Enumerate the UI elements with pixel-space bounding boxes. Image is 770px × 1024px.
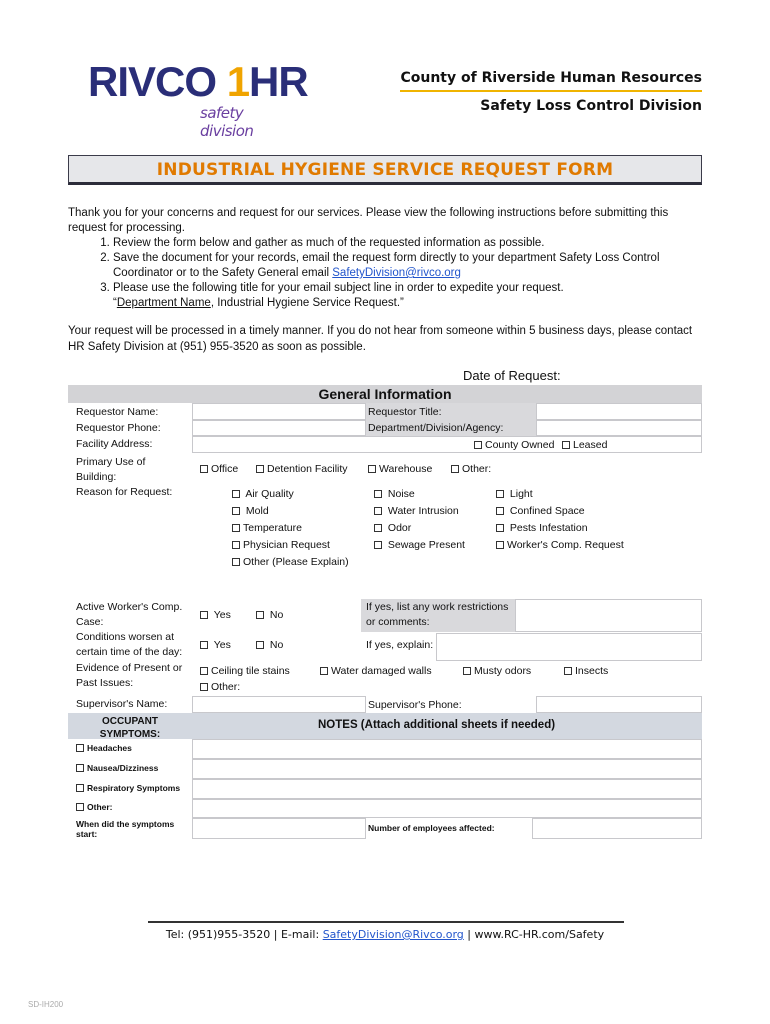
explain-label: If yes, explain: xyxy=(366,639,434,651)
org-header xyxy=(400,70,702,114)
evidence-other-label: Other: xyxy=(211,681,241,693)
restrictions-label-2: or comments: xyxy=(366,616,430,628)
ceiling-label: Ceiling tile stains xyxy=(211,665,290,677)
occupant-symptoms-heading: OCCUPANT SYMPTOMS: xyxy=(99,716,161,740)
reason-confined-space[interactable] xyxy=(496,505,585,517)
active-comp-no[interactable] xyxy=(256,609,283,621)
instruction-list xyxy=(68,236,708,311)
reason-other[interactable] xyxy=(232,556,349,568)
primary-use-label-2: Building: xyxy=(76,471,117,483)
respiratory-checkbox[interactable] xyxy=(76,784,84,792)
logo-hr: HR xyxy=(249,58,308,105)
primary-use-label-1: Primary Use of xyxy=(76,456,146,468)
temperature-checkbox[interactable] xyxy=(232,524,240,532)
symptom-respiratory[interactable] xyxy=(76,783,180,793)
noise-label: Noise xyxy=(387,488,415,500)
use-detention-option[interactable] xyxy=(256,463,348,475)
warehouse-checkbox[interactable] xyxy=(368,465,376,473)
step-3-quote: “ xyxy=(113,297,117,309)
reason-physician[interactable] xyxy=(232,539,330,551)
reason-other-label: Other (Please Explain) xyxy=(243,556,349,568)
office-label: Office xyxy=(211,463,239,475)
air-quality-checkbox[interactable] xyxy=(232,490,240,498)
footer-website[interactable]: www.RC-HR.com/Safety xyxy=(474,928,605,941)
general-information-form xyxy=(68,385,702,840)
musty-checkbox[interactable] xyxy=(463,667,471,675)
supervisor-phone-label: Supervisor's Phone: xyxy=(368,699,462,711)
department-name-placeholder: Department Name xyxy=(116,297,211,309)
county-owned-checkbox[interactable] xyxy=(474,441,482,449)
reason-light[interactable] xyxy=(496,488,533,500)
reason-other-checkbox[interactable] xyxy=(232,558,240,566)
logo-rivco: RIVCO xyxy=(88,58,217,105)
symptoms-start-label: When did the symptoms start: xyxy=(76,819,175,839)
department-label: Department/Division/Agency: xyxy=(368,422,504,434)
instructions xyxy=(68,206,708,311)
instruction-step-3 xyxy=(113,281,708,311)
instruction-step-2 xyxy=(113,251,708,281)
intro-lead: Thank you for your concerns and request for our services. Please view the following instructions before submitting this request for processing. xyxy=(68,207,669,234)
form-title: INDUSTRIAL HYGIENE SERVICE REQUEST FORM xyxy=(156,160,614,180)
worsen-yes-checkbox[interactable] xyxy=(200,641,208,649)
worsen-yes[interactable] xyxy=(200,639,231,651)
evidence-label-2: Past Issues: xyxy=(76,677,134,689)
footer-divider xyxy=(148,921,624,923)
water-intrusion-label: Water Intrusion xyxy=(387,505,459,517)
notes-row-1[interactable] xyxy=(192,739,702,759)
active-comp-yes-checkbox[interactable] xyxy=(200,611,208,619)
insects-label: Insects xyxy=(575,665,609,677)
date-of-request-label: Date of Request: xyxy=(463,368,561,383)
county-owned-option[interactable] xyxy=(474,439,554,451)
active-comp-no-checkbox[interactable] xyxy=(256,611,264,619)
org-line-1: County of Riverside Human Resources xyxy=(400,70,702,92)
reason-air-quality[interactable] xyxy=(232,488,294,500)
leased-option[interactable] xyxy=(562,439,607,451)
physician-label: Physician Request xyxy=(243,539,330,551)
supervisor-name-field[interactable] xyxy=(192,696,366,713)
facility-address-field[interactable] xyxy=(192,436,702,453)
requestor-name-field[interactable] xyxy=(192,403,366,420)
instruction-step-1: 1. Review the form below and gather as much of the requested information as possible. xyxy=(113,236,708,251)
insects-checkbox[interactable] xyxy=(564,667,572,675)
nausea-label: Nausea/Dizziness xyxy=(87,763,159,773)
processing-note: Your request will be processed in a timely manner. If you do not hear from someone within 5 business days, please contact HR Safety Division at (951) 955-3520 as soon as possible. xyxy=(68,325,693,353)
workers-comp-request-label: Worker's Comp. Request xyxy=(507,539,624,551)
reason-workers-comp[interactable] xyxy=(496,539,624,551)
temperature-label: Temperature xyxy=(243,522,302,534)
worsen-label-1: Conditions worsen at xyxy=(76,631,175,643)
confined-space-label: Confined Space xyxy=(509,505,585,517)
odor-label: Odor xyxy=(387,522,412,534)
reason-label: Reason for Request: xyxy=(76,486,173,498)
document-code: SD-IH200 xyxy=(28,1000,64,1009)
evidence-water-walls[interactable] xyxy=(320,665,432,677)
facility-address-label: Facility Address: xyxy=(76,438,153,450)
notes-heading: NOTES (Attach additional sheets if needed) xyxy=(318,719,556,731)
employees-affected-field[interactable] xyxy=(532,818,702,839)
reason-pests[interactable] xyxy=(496,522,588,534)
evidence-musty[interactable] xyxy=(463,665,531,677)
requestor-title-label: Requestor Title: xyxy=(368,406,442,418)
step-3-text: Please use the following title for your email subject line in order to expedite your request. xyxy=(113,282,564,294)
detention-checkbox[interactable] xyxy=(256,465,264,473)
footer-separator-2: | xyxy=(467,928,472,941)
office-checkbox[interactable] xyxy=(200,465,208,473)
use-other-checkbox[interactable] xyxy=(451,465,459,473)
notes-row-4[interactable] xyxy=(192,799,702,818)
department-field[interactable] xyxy=(536,420,702,436)
section-heading: General Information xyxy=(68,385,702,403)
active-comp-yes-label: Yes xyxy=(213,609,231,621)
supervisor-name-label: Supervisor's Name: xyxy=(76,698,168,710)
mold-checkbox[interactable] xyxy=(232,507,240,515)
employees-affected-label: Number of employees affected: xyxy=(368,823,495,833)
footer-separator-1: | xyxy=(273,928,278,941)
reason-mold[interactable] xyxy=(232,505,269,517)
light-checkbox[interactable] xyxy=(496,490,504,498)
active-comp-label-1: Active Worker's Comp. xyxy=(76,601,183,613)
headaches-checkbox[interactable] xyxy=(76,744,84,752)
noise-checkbox[interactable] xyxy=(374,490,382,498)
sewage-checkbox[interactable] xyxy=(374,541,382,549)
evidence-insects[interactable] xyxy=(564,665,608,677)
detention-label: Detention Facility xyxy=(267,463,348,475)
air-quality-label: Air Quality xyxy=(245,488,294,500)
reason-temperature[interactable] xyxy=(232,522,302,534)
county-owned-label: County Owned xyxy=(485,439,555,451)
pests-checkbox[interactable] xyxy=(496,524,504,532)
footer-email-label: E-mail: xyxy=(280,928,323,941)
water-walls-label: Water damaged walls xyxy=(331,665,432,677)
confined-space-checkbox[interactable] xyxy=(496,507,504,515)
evidence-ceiling[interactable] xyxy=(200,665,290,677)
symptom-other-checkbox[interactable] xyxy=(76,803,84,811)
use-other-label: Other: xyxy=(462,463,492,475)
warehouse-label: Warehouse xyxy=(379,463,433,475)
step-3-subject-rest: , Industrial Hygiene Service Request.” xyxy=(210,297,404,309)
evidence-other[interactable] xyxy=(200,681,240,693)
requestor-phone-field[interactable] xyxy=(192,420,366,436)
logo-wordmark xyxy=(88,60,308,104)
mold-label: Mold xyxy=(245,505,269,517)
requestor-title-field[interactable] xyxy=(536,403,702,420)
active-comp-label-2: Case: xyxy=(76,616,104,628)
use-warehouse-option[interactable] xyxy=(368,463,432,475)
reason-water-intrusion[interactable] xyxy=(374,505,459,517)
worsen-label-2: certain time of the day: xyxy=(76,646,183,658)
restrictions-label-1: If yes, list any work restrictions xyxy=(366,601,509,613)
logo-one: 1 xyxy=(226,58,250,105)
logo-subtitle: safety division xyxy=(200,104,254,140)
sewage-label: Sewage Present xyxy=(387,539,465,551)
light-label: Light xyxy=(509,488,533,500)
symptom-nausea[interactable] xyxy=(76,763,158,773)
nausea-checkbox[interactable] xyxy=(76,764,84,772)
footer-contact xyxy=(0,928,770,941)
reason-noise[interactable] xyxy=(374,488,415,500)
use-office-option[interactable] xyxy=(200,463,238,475)
worsen-yes-label: Yes xyxy=(213,639,231,651)
worsen-no[interactable] xyxy=(256,639,283,651)
pests-label: Pests Infestation xyxy=(509,522,588,534)
symptom-other-label: Other: xyxy=(87,802,113,812)
explain-field[interactable] xyxy=(436,633,702,661)
notes-row-2[interactable] xyxy=(192,759,702,779)
physician-checkbox[interactable] xyxy=(232,541,240,549)
use-other-option[interactable] xyxy=(451,463,491,475)
worsen-no-label: No xyxy=(269,639,284,651)
notes-row-3[interactable] xyxy=(192,779,702,799)
symptoms-start-field[interactable] xyxy=(192,818,366,839)
reason-sewage[interactable] xyxy=(374,539,465,551)
step-2-text: Save the document for your records, email the request form directly to your department Safety Loss Control Coordinator or to the Safety General email xyxy=(113,252,660,279)
active-comp-no-label: No xyxy=(269,609,284,621)
water-walls-checkbox[interactable] xyxy=(320,667,328,675)
evidence-label-1: Evidence of Present or xyxy=(76,662,183,674)
footer-phone: Tel: (951)955-3520 xyxy=(165,928,271,941)
footer-email-link[interactable]: SafetyDivision@Rivco.org xyxy=(322,928,464,941)
worsen-no-checkbox[interactable] xyxy=(256,641,264,649)
water-intrusion-checkbox[interactable] xyxy=(374,507,382,515)
headaches-label: Headaches xyxy=(87,743,132,753)
musty-label: Musty odors xyxy=(474,665,532,677)
safety-email-link[interactable]: SafetyDivision@rivco.org xyxy=(332,267,461,279)
ceiling-checkbox[interactable] xyxy=(200,667,208,675)
restrictions-field[interactable] xyxy=(515,599,702,632)
reason-odor[interactable] xyxy=(374,522,411,534)
org-line-2: Safety Loss Control Division xyxy=(480,98,702,114)
requestor-phone-label: Requestor Phone: xyxy=(76,422,161,434)
active-comp-yes[interactable] xyxy=(200,609,231,621)
leased-label: Leased xyxy=(573,439,608,451)
symptom-headaches[interactable] xyxy=(76,743,132,753)
leased-checkbox[interactable] xyxy=(562,441,570,449)
odor-checkbox[interactable] xyxy=(374,524,382,532)
form-title-bar xyxy=(68,155,702,185)
rivco-hr-logo xyxy=(88,58,308,140)
workers-comp-request-checkbox[interactable] xyxy=(496,541,504,549)
supervisor-phone-field[interactable] xyxy=(536,696,702,713)
respiratory-label: Respiratory Symptoms xyxy=(87,783,181,793)
symptom-other[interactable] xyxy=(76,802,113,812)
requestor-name-label: Requestor Name: xyxy=(76,406,159,418)
evidence-other-checkbox[interactable] xyxy=(200,683,208,691)
